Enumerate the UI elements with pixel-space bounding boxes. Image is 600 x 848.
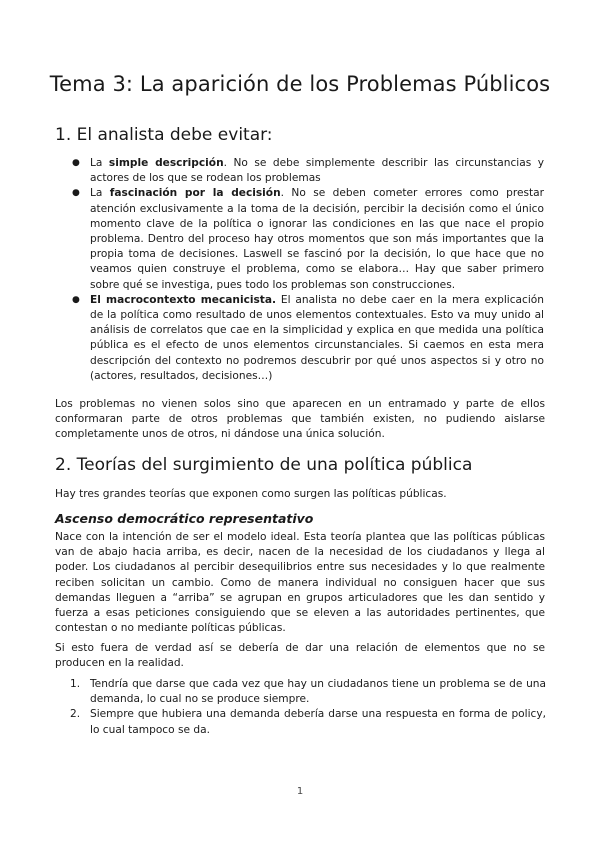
item-number: 1.	[70, 678, 81, 690]
section-2-paragraph-1: Nace con la intención de ser el modelo ideal. Esta teoría plantea que las políticas públicas van de abajo hacia arriba, es decir, nacen de la necesidad de los ciudadanos y llega al poder. Los ciudadanos al percibir desequilibrios entre sus necesidades y lo que realmente reciben solicitan un cambio. Como de manera individual no consiguen hacer que sus demandas lleguen a “arriba” se agrupan en grupos articuladores que les dan sentido y fuerza a esas peticiones consiguiendo que se eleven a las autoridades pertinentes, que contestan o no mediante políticas públicas.	[55, 531, 545, 635]
item-text: El analista no debe caer en la mera explicación de la política como resultado de unos elementos contextuales. Esto va muy unido al análisis de correlatos que cae en la simplicidad y explica en que medida una política pública es el efecto de unos elementos circunstanciales. Si caemos en esta mera descripción del contexto no podremos descubrir por qué unos aspectos si y otro no (actores, resultados, decisiones…)	[90, 293, 544, 382]
item-text: . No se deben cometer errores como prestar atención exclusivamente a la toma de la decisión, percibir la decisión como el único momento clave de la política o ignorar las condiciones en las que nace el propio problema. Dentro del proceso hay otros momentos que son más importantes que la propia toma de decisiones. Laswell se fascinó por la decisión, lo que hace que no veamos quien construye el problema, como se elabora… Hay que saber primero sobre qué se investiga, pues todo los problemas son construcciones.	[90, 187, 545, 291]
section-2-intro: Hay tres grandes teorías que exponen como surgen las políticas públicas.	[55, 488, 447, 500]
page-number: 1	[296, 786, 304, 797]
item-text: Siempre que hubiera una demanda debería darse una respuesta en forma de policy, lo cual tampoco se da.	[90, 708, 546, 736]
avoid-list	[70, 156, 544, 384]
item-bold-term: El macrocontexto mecanicista.	[90, 293, 277, 306]
list-item	[70, 677, 546, 707]
item-prefix: La	[90, 187, 110, 200]
item-text: Tendría que darse que cada vez que hay un ciudadanos tiene un problema se de una demanda, lo cual no se produce siempre.	[90, 678, 546, 706]
list-item	[70, 707, 546, 737]
section-2-heading: 2. Teorías del surgimiento de una política pública	[55, 455, 473, 475]
section-1-heading: 1. El analista debe evitar:	[55, 125, 273, 145]
bullet-icon: ●	[72, 158, 80, 168]
bullet-icon: ●	[72, 188, 80, 199]
subheading: Ascenso democrático representativo	[55, 511, 314, 526]
item-number: 2.	[70, 708, 81, 721]
item-prefix: La	[90, 157, 109, 169]
item-text: . No se debe simplemente describir las circunstancias y actores de los que se rodean los problemas	[90, 157, 544, 185]
numbered-list	[70, 677, 546, 738]
document-title: Tema 3: La aparición de los Problemas Públicos	[49, 72, 551, 96]
item-bold-term: simple descripción	[108, 157, 224, 169]
list-item	[70, 186, 544, 292]
section-2-paragraph-2: Si esto fuera de verdad así se debería de dar una relación de elementos que no se producen en la realidad.	[55, 642, 545, 670]
bullet-icon: ●	[72, 294, 80, 305]
list-item	[70, 293, 544, 384]
section-1-closing: Los problemas no vienen solos sino que aparecen en un entramado y parte de ellos conformaran parte de otros problemas que también existen, no pudiendo aislarse completamente unos de otros, ni dándose una única solución.	[55, 398, 545, 441]
list-item	[70, 156, 544, 186]
item-bold-term: fascinación por la decisión	[109, 187, 281, 200]
